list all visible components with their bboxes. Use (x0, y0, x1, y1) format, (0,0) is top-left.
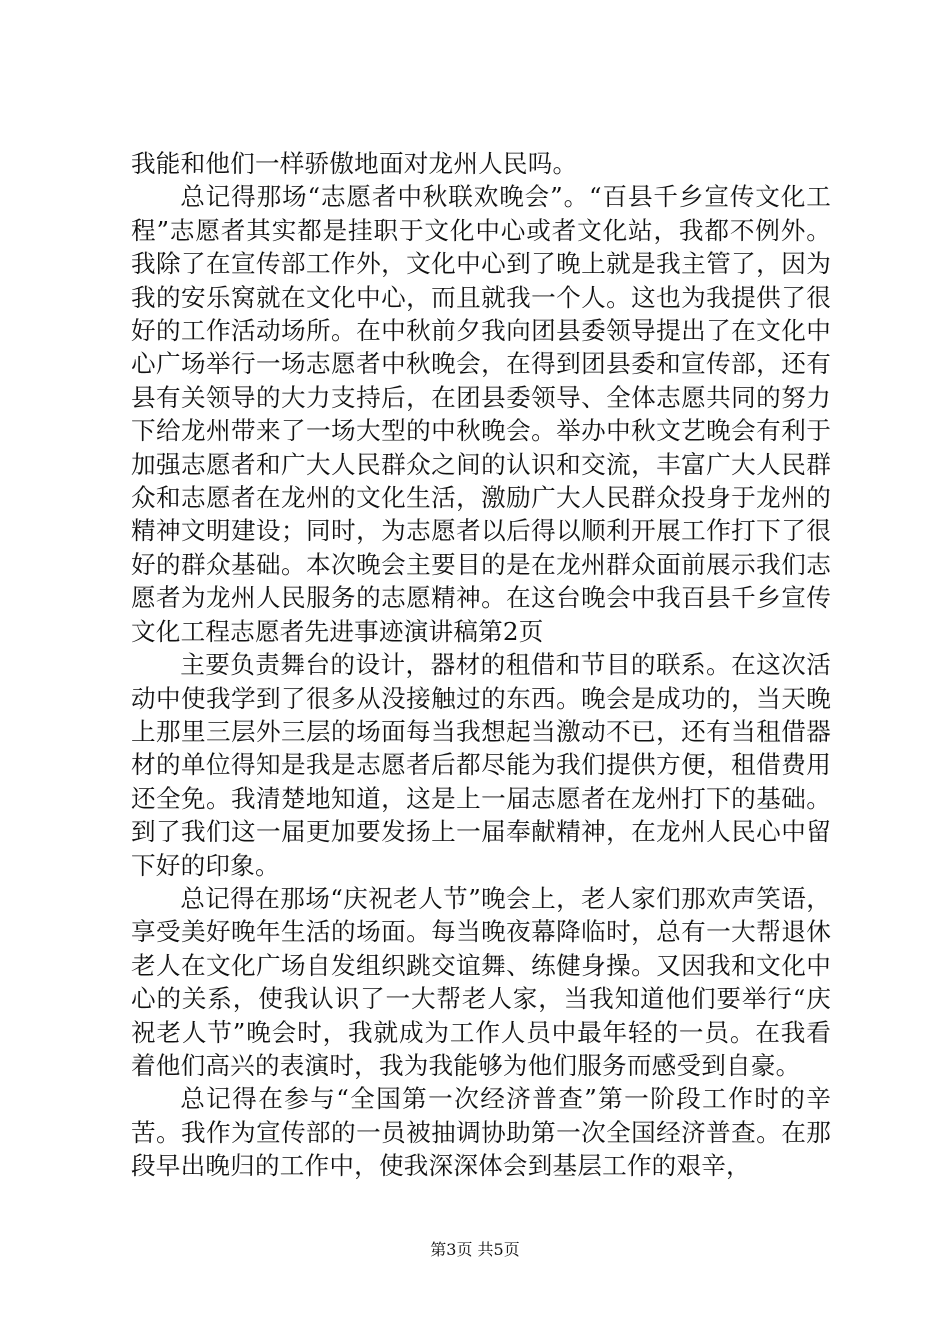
document-body (131, 147, 831, 1183)
paragraph-1: 我能和他们一样骄傲地面对龙州人民吗。 (131, 149, 578, 178)
paragraph-2: 总记得那场“志愿者中秋联欢晚会”。“百县千乡宣传文化工程”志愿者其实都是挂职于文化中心或者文化站，我都不例外。我除了在宣传部工作外，文化中心到了晚上就是我主管了，因为我的安乐窝就在文化中心，而且就我一个人。这也为我提供了很好的工作活动场所。在中秋前夕我向团县委领导提出了在文化中心广场举行一场志愿者中秋晚会，在得到团县委和宣传部，还有县有关领导的大力支持后，在团县委领导、全体志愿共同的努力下给龙州带来了一场大型的中秋晚会。举办中秋文艺晚会有利于加强志愿者和广大人民群众之间的认识和交流，丰富广大人民群众和志愿者在龙州的文化生活，激励广大人民群众投身于龙州的精神文明建设；同时，为志愿者以后得以顺利开展工作打下了很好的群众基础。本次晚会主要目的是在龙州群众面前展示我们志愿者为龙州人民服务的志愿精神。在这台晚会中我百县千乡宣传文化工程志愿者先进事迹演讲稿第2页 (131, 182, 831, 646)
page-footer: 第3页 共5页 (430, 1240, 520, 1259)
paragraph-4: 总记得在那场“庆祝老人节”晚会上，老人家们那欢声笑语，享受美好晚年生活的场面。每当晚夜幕降临时，总有一大帮退休老人在文化广场自发组织跳交谊舞、练健身操。又因我和文化中心的关系，使我认识了一大帮老人家，当我知道他们要举行“庆祝老人节”晚会时，我就成为工作人员中最年轻的一员。在我看着他们高兴的表演时，我为我能够为他们服务而感受到自豪。 (131, 883, 831, 1080)
paragraph-5: 总记得在参与“全国第一次经济普查”第一阶段工作时的辛苦。我作为宣传部的一员被抽调协助第一次全国经济普查。在那段早出晚归的工作中，使我深深体会到基层工作的艰辛， (131, 1084, 831, 1181)
paragraph-3: 主要负责舞台的设计，器材的租借和节目的联系。在这次活动中使我学到了很多从没接触过的东西。晚会是成功的，当天晚上那里三层外三层的场面每当我想起当激动不已，还有当租借器材的单位得知是我是志愿者后都尽能为我们提供方便，租借费用还全免。我清楚地知道，这是上一届志愿者在龙州打下的基础。到了我们这一届更加要发扬上一届奉献精神，在龙州人民心中留下好的印象。 (131, 650, 831, 880)
